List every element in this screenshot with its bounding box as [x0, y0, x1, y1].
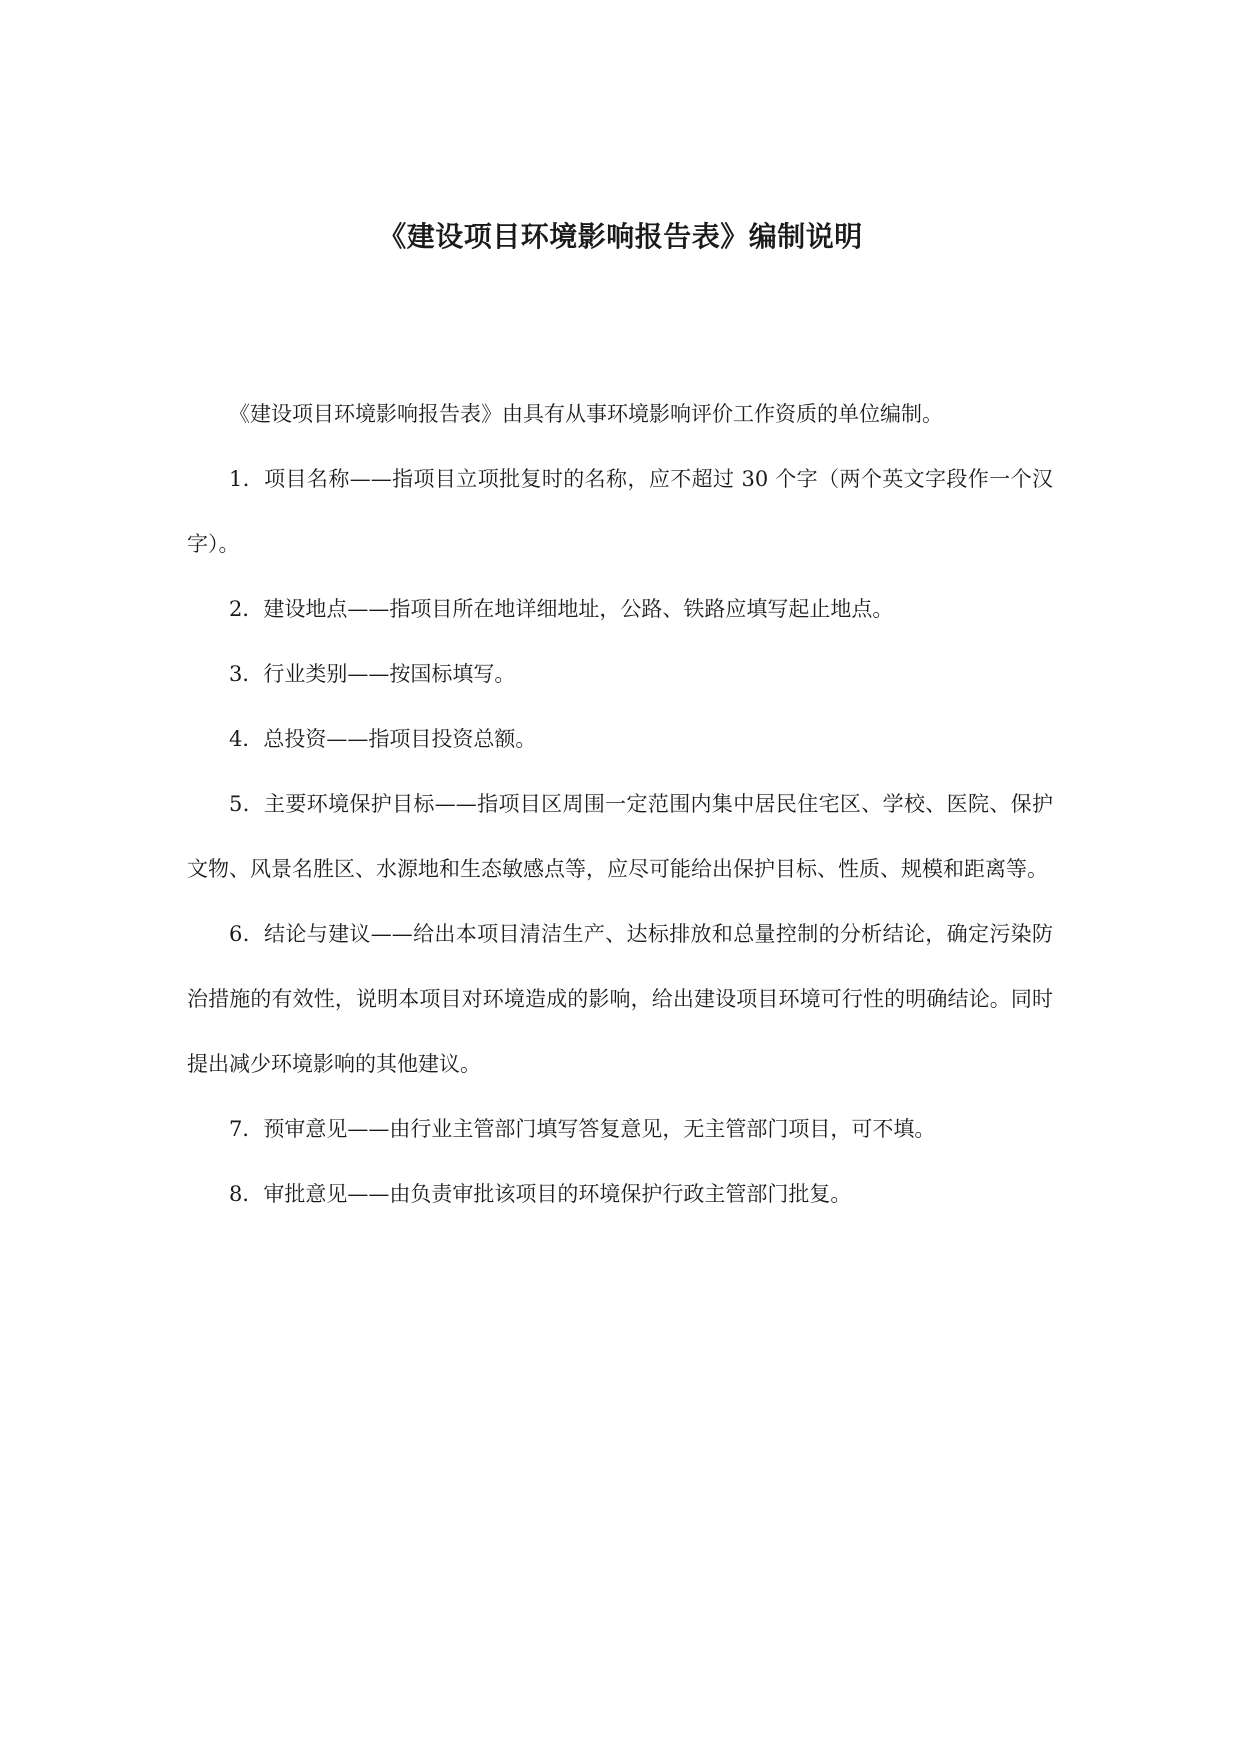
document-body [187, 382, 1053, 1227]
item-approval-opinion: 8．审批意见——由负责审批该项目的环境保护行政主管部门批复。 [229, 1182, 852, 1206]
item-preliminary-opinion: 7．预审意见——由行业主管部门填写答复意见，无主管部门项目，可不填。 [229, 1117, 936, 1141]
item-protection-targets: 5．主要环境保护目标——指项目区周围一定范围内集中居民住宅区、学校、医院、保护文物、风景名胜区、水源地和生态敏感点等，应尽可能给出保护目标、性质、规模和距离等。 [187, 792, 1053, 881]
item-industry-category: 3．行业类别——按国标填写。 [229, 662, 516, 686]
item-total-investment: 4．总投资——指项目投资总额。 [229, 727, 537, 751]
item-project-name: 1．项目名称——指项目立项批复时的名称，应不超过 30 个字（两个英文字段作一个汉字）。 [187, 467, 1053, 556]
document-title: 《建设项目环境影响报告表》编制说明 [378, 220, 863, 253]
intro-paragraph: 《建设项目环境影响报告表》由具有从事环境影响评价工作资质的单位编制。 [229, 402, 943, 426]
item-conclusions: 6．结论与建议——给出本项目清洁生产、达标排放和总量控制的分析结论，确定污染防治措施的有效性，说明本项目对环境造成的影响，给出建设项目环境可行性的明确结论。同时提出减少环境影响的其他建议。 [187, 922, 1053, 1076]
item-construction-site: 2．建设地点——指项目所在地详细地址，公路、铁路应填写起止地点。 [229, 597, 894, 621]
